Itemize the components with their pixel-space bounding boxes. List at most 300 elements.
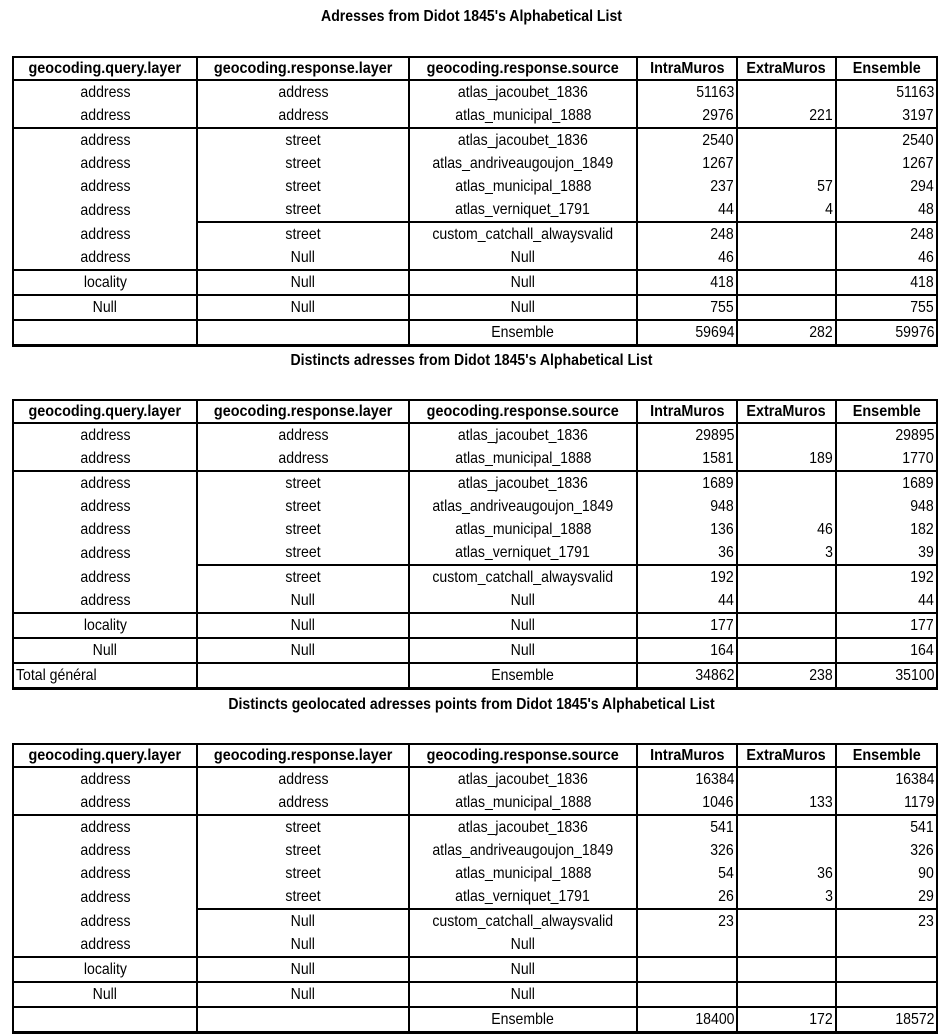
cell-value: 192	[710, 569, 734, 586]
cell-query-layer	[13, 495, 197, 518]
cell-extramuros	[737, 839, 836, 862]
cell-value: Null	[290, 249, 316, 266]
column-header-label: geocoding.response.source	[426, 60, 620, 77]
table-row	[13, 246, 937, 270]
cell-response-layer	[197, 198, 409, 222]
cell-value: address	[79, 544, 131, 562]
cell-extramuros	[737, 175, 836, 198]
data-table	[12, 399, 938, 690]
cell-ensemble	[836, 541, 937, 565]
cell-extramuros	[737, 663, 836, 689]
cell-intramuros	[637, 565, 737, 589]
column-header-label: geocoding.query.layer	[28, 747, 182, 764]
cell-response-layer	[197, 495, 409, 518]
cell-query-layer	[13, 541, 197, 565]
cell-extramuros	[737, 128, 836, 152]
total-row	[13, 320, 937, 346]
table-row	[13, 862, 937, 885]
cell-value: atlas_jacoubet_1836	[458, 427, 588, 444]
cell-value: locality	[83, 617, 127, 634]
cell-response-source	[409, 175, 637, 198]
cell-value: 46	[817, 521, 833, 538]
cell-response-source	[409, 767, 637, 791]
cell-value: 46	[718, 249, 734, 266]
table-row	[13, 152, 937, 175]
cell-value: 164	[710, 642, 734, 659]
cell-extramuros	[737, 471, 836, 495]
cell-value: Null	[510, 642, 536, 659]
cell-value: street	[285, 498, 321, 515]
cell-value: address	[79, 201, 131, 219]
cell-response-layer	[197, 909, 409, 933]
cell-ensemble	[836, 198, 937, 222]
cell-response-source	[409, 447, 637, 471]
cell-response-layer	[197, 663, 409, 689]
cell-value: street	[285, 201, 321, 218]
table-row	[13, 957, 937, 982]
cell-query-layer	[13, 663, 197, 689]
cell-value: 36	[817, 865, 833, 882]
column-header-query-layer	[13, 400, 197, 423]
cell-query-layer	[13, 589, 197, 613]
cell-response-layer	[197, 518, 409, 541]
cell-value: 59694	[694, 324, 734, 341]
cell-response-layer	[197, 423, 409, 447]
cell-intramuros	[637, 152, 737, 175]
cell-intramuros	[637, 791, 737, 815]
cell-value: atlas_andriveaugoujon_1849	[432, 155, 614, 172]
cell-value: Null	[92, 986, 118, 1003]
cell-extramuros	[737, 198, 836, 222]
cell-ensemble	[836, 663, 937, 689]
cell-query-layer	[13, 152, 197, 175]
cell-value: 16384	[694, 771, 734, 788]
cell-value: address	[79, 794, 131, 811]
cell-value: 541	[910, 819, 934, 836]
cell-value: locality	[83, 961, 127, 978]
cell-intramuros	[637, 270, 737, 295]
cell-ensemble	[836, 815, 937, 839]
cell-intramuros	[637, 862, 737, 885]
cell-intramuros	[637, 541, 737, 565]
cell-value: Null	[290, 274, 316, 291]
cell-query-layer	[13, 862, 197, 885]
table-title: Adresses from Didot 1845's Alphabetical List	[321, 8, 622, 25]
cell-query-layer	[13, 518, 197, 541]
cell-response-layer	[197, 222, 409, 246]
cell-intramuros	[637, 767, 737, 791]
column-header-label: IntraMuros	[649, 403, 725, 420]
cell-ensemble	[836, 589, 937, 613]
cell-intramuros	[637, 175, 737, 198]
cell-response-layer	[197, 565, 409, 589]
table-row	[13, 128, 937, 152]
cell-value: 46	[918, 249, 934, 266]
cell-value: atlas_jacoubet_1836	[458, 84, 588, 101]
cell-ensemble	[836, 982, 937, 1007]
cell-value: address	[79, 592, 131, 609]
total-row	[13, 1007, 937, 1033]
cell-response-layer	[197, 295, 409, 320]
cell-value: 3197	[902, 107, 934, 124]
cell-response-layer	[197, 589, 409, 613]
cell-value: 36	[718, 544, 734, 561]
cell-intramuros	[637, 638, 737, 663]
cell-intramuros	[637, 933, 737, 957]
cell-query-layer	[13, 320, 197, 346]
cell-extramuros	[737, 495, 836, 518]
cell-value: Ensemble	[491, 667, 555, 684]
cell-value: 1267	[702, 155, 734, 172]
cell-value: 172	[809, 1011, 833, 1028]
cell-value: 418	[710, 274, 734, 291]
column-header-label: ExtraMuros	[746, 747, 827, 764]
cell-ensemble	[836, 791, 937, 815]
cell-value: street	[285, 544, 321, 561]
cell-response-source	[409, 885, 637, 909]
cell-value: 35100	[894, 667, 934, 684]
table-row	[13, 815, 937, 839]
cell-value: 136	[710, 521, 734, 538]
cell-value: 248	[710, 226, 734, 243]
cell-response-layer	[197, 246, 409, 270]
column-header-response-layer	[197, 744, 409, 767]
cell-query-layer	[13, 909, 197, 933]
cell-value: address	[79, 249, 131, 266]
table-row	[13, 471, 937, 495]
cell-intramuros	[637, 246, 737, 270]
table-row	[13, 518, 937, 541]
cell-value: 326	[910, 842, 934, 859]
cell-value: address	[79, 888, 131, 906]
cell-ensemble	[836, 933, 937, 957]
cell-value: 51163	[695, 84, 734, 101]
cell-intramuros	[637, 982, 737, 1007]
cell-value: 177	[710, 617, 734, 634]
cell-value: 248	[910, 226, 934, 243]
cell-response-layer	[197, 933, 409, 957]
cell-response-layer	[197, 270, 409, 295]
column-header-extramuros	[737, 744, 836, 767]
table-row	[13, 423, 937, 447]
cell-value: 4	[825, 201, 833, 218]
cell-query-layer	[13, 198, 197, 222]
cell-response-source	[409, 270, 637, 295]
cell-intramuros	[637, 295, 737, 320]
cell-response-source	[409, 104, 637, 128]
cell-response-source	[409, 909, 637, 933]
cell-response-layer	[197, 471, 409, 495]
cell-response-source	[409, 423, 637, 447]
cell-intramuros	[637, 957, 737, 982]
cell-query-layer	[13, 447, 197, 471]
cell-value: address	[79, 842, 131, 859]
data-table	[12, 56, 938, 347]
column-header-label: geocoding.query.layer	[28, 403, 182, 420]
cell-response-source	[409, 295, 637, 320]
cell-ensemble	[836, 565, 937, 589]
cell-value: address	[79, 155, 131, 172]
cell-value: street	[285, 569, 321, 586]
cell-response-source	[409, 613, 637, 638]
column-header-intramuros	[637, 400, 737, 423]
cell-extramuros	[737, 320, 836, 346]
cell-value: 221	[809, 107, 833, 124]
cell-response-layer	[197, 815, 409, 839]
column-header-label: geocoding.response.source	[426, 747, 620, 764]
cell-value: atlas_verniquet_1791	[455, 544, 591, 561]
table-row	[13, 933, 937, 957]
cell-value: atlas_municipal_1888	[454, 450, 592, 467]
column-header-intramuros	[637, 744, 737, 767]
cell-value: atlas_municipal_1888	[454, 107, 592, 124]
cell-extramuros	[737, 982, 836, 1007]
cell-value: Ensemble	[491, 1011, 555, 1028]
cell-value: address	[79, 107, 131, 124]
cell-response-source	[409, 862, 637, 885]
cell-extramuros	[737, 815, 836, 839]
cell-value: 237	[710, 178, 734, 195]
cell-value: Null	[510, 249, 536, 266]
cell-value: 755	[710, 299, 734, 316]
cell-extramuros	[737, 518, 836, 541]
cell-response-layer	[197, 957, 409, 982]
cell-query-layer	[13, 957, 197, 982]
cell-value: 2976	[702, 107, 734, 124]
cell-response-source	[409, 982, 637, 1007]
cell-value: 29	[918, 888, 934, 905]
cell-value: 48	[918, 201, 934, 218]
table-row	[13, 104, 937, 128]
table-row	[13, 447, 937, 471]
table-row	[13, 885, 937, 909]
cell-value: 182	[910, 521, 934, 538]
cell-extramuros	[737, 791, 836, 815]
cell-value: street	[285, 155, 321, 172]
cell-response-layer	[197, 541, 409, 565]
cell-value: 1689	[902, 475, 934, 492]
cell-response-layer	[197, 638, 409, 663]
cell-query-layer	[13, 104, 197, 128]
cell-value: address	[79, 475, 131, 492]
cell-extramuros	[737, 613, 836, 638]
cell-ensemble	[836, 295, 937, 320]
cell-ensemble	[836, 839, 937, 862]
cell-ensemble	[836, 613, 937, 638]
table-row	[13, 270, 937, 295]
cell-intramuros	[637, 613, 737, 638]
cell-ensemble	[836, 222, 937, 246]
table-row	[13, 80, 937, 104]
cell-ensemble	[836, 909, 937, 933]
cell-ensemble	[836, 1007, 937, 1033]
column-header-ensemble	[836, 400, 937, 423]
cell-value: 418	[910, 274, 934, 291]
cell-intramuros	[637, 80, 737, 104]
cell-value: address	[277, 107, 329, 124]
cell-value: atlas_jacoubet_1836	[458, 132, 588, 149]
cell-value: 2540	[702, 132, 734, 149]
cell-value: 755	[910, 299, 934, 316]
cell-value: address	[79, 498, 131, 515]
cell-value: street	[285, 842, 321, 859]
cell-response-source	[409, 152, 637, 175]
cell-ensemble	[836, 957, 937, 982]
cell-ensemble	[836, 767, 937, 791]
cell-query-layer	[13, 565, 197, 589]
cell-value: street	[285, 178, 321, 195]
cell-intramuros	[637, 471, 737, 495]
cell-response-source	[409, 1007, 637, 1033]
cell-response-layer	[197, 128, 409, 152]
column-header-label: ExtraMuros	[746, 403, 827, 420]
cell-ensemble	[836, 320, 937, 346]
cell-value: 3	[825, 544, 833, 561]
cell-value: 541	[710, 819, 734, 836]
cell-ensemble	[836, 175, 937, 198]
cell-extramuros	[737, 152, 836, 175]
cell-value: 177	[910, 617, 934, 634]
cell-intramuros	[637, 320, 737, 346]
cell-ensemble	[836, 104, 937, 128]
cell-value: street	[285, 475, 321, 492]
cell-ensemble	[836, 518, 937, 541]
cell-value: 948	[710, 498, 734, 515]
cell-value: 1689	[702, 475, 734, 492]
cell-value: street	[285, 819, 321, 836]
cell-value: address	[79, 568, 131, 586]
cell-ensemble	[836, 80, 937, 104]
cell-extramuros	[737, 222, 836, 246]
cell-value: 326	[710, 842, 734, 859]
cell-value: 39	[918, 544, 934, 561]
cell-value: custom_catchall_alwaysvalid	[432, 226, 614, 243]
cell-value: atlas_jacoubet_1836	[458, 771, 588, 788]
cell-value: Null	[510, 299, 536, 316]
column-header-label: Ensemble	[852, 403, 921, 420]
cell-query-layer	[13, 815, 197, 839]
cell-query-layer	[13, 933, 197, 957]
cell-value: 90	[918, 865, 934, 882]
cell-extramuros	[737, 589, 836, 613]
cell-value: atlas_municipal_1888	[454, 178, 592, 195]
table-row	[13, 175, 937, 198]
cell-value: address	[79, 771, 131, 788]
cell-value: Null	[92, 642, 118, 659]
cell-ensemble	[836, 270, 937, 295]
cell-value: Null	[290, 592, 316, 609]
cell-value: 2540	[902, 132, 934, 149]
cell-value: Null	[510, 617, 536, 634]
cell-intramuros	[637, 589, 737, 613]
column-header-response-source	[409, 400, 637, 423]
cell-value: 26	[718, 888, 734, 905]
cell-value: Null	[510, 592, 536, 609]
cell-response-source	[409, 80, 637, 104]
cell-value: street	[285, 132, 321, 149]
cell-extramuros	[737, 295, 836, 320]
table-row	[13, 767, 937, 791]
cell-query-layer	[13, 295, 197, 320]
cell-response-source	[409, 791, 637, 815]
table-row	[13, 222, 937, 246]
cell-extramuros	[737, 104, 836, 128]
cell-ensemble	[836, 246, 937, 270]
cell-extramuros	[737, 885, 836, 909]
cell-value: custom_catchall_alwaysvalid	[432, 913, 614, 930]
column-header-label: geocoding.response.layer	[213, 403, 393, 420]
cell-value: atlas_jacoubet_1836	[458, 475, 588, 492]
cell-response-layer	[197, 839, 409, 862]
cell-response-source	[409, 518, 637, 541]
cell-value: atlas_verniquet_1791	[455, 888, 591, 905]
cell-response-source	[409, 957, 637, 982]
table-title: Distincts adresses from Didot 1845's Alphabetical List	[290, 352, 653, 369]
cell-extramuros	[737, 565, 836, 589]
cell-value: 29895	[694, 427, 734, 444]
cell-query-layer	[13, 638, 197, 663]
cell-query-layer	[13, 80, 197, 104]
table-row	[13, 613, 937, 638]
cell-ensemble	[836, 495, 937, 518]
total-row	[13, 663, 937, 689]
cell-extramuros	[737, 80, 836, 104]
cell-intramuros	[637, 663, 737, 689]
cell-extramuros	[737, 862, 836, 885]
column-header-intramuros	[637, 57, 737, 80]
column-header-response-source	[409, 57, 637, 80]
cell-response-source	[409, 815, 637, 839]
cell-value: 54	[718, 865, 734, 882]
cell-value: Null	[290, 986, 316, 1003]
cell-value: 1179	[903, 794, 934, 811]
cell-value: address	[277, 427, 329, 444]
cell-response-source	[409, 933, 637, 957]
cell-value: 1267	[902, 155, 934, 172]
cell-intramuros	[637, 104, 737, 128]
column-header-label: IntraMuros	[649, 747, 725, 764]
cell-response-layer	[197, 982, 409, 1007]
cell-query-layer	[13, 246, 197, 270]
cell-value: Null	[290, 936, 316, 953]
cell-response-layer	[197, 791, 409, 815]
column-header-ensemble	[836, 57, 937, 80]
cell-query-layer	[13, 270, 197, 295]
cell-response-source	[409, 638, 637, 663]
cell-intramuros	[637, 518, 737, 541]
cell-value: address	[79, 865, 131, 882]
cell-value: 51163	[895, 84, 934, 101]
cell-response-source	[409, 663, 637, 689]
cell-value: 133	[809, 794, 833, 811]
column-header-extramuros	[737, 57, 836, 80]
cell-value: atlas_andriveaugoujon_1849	[432, 842, 614, 859]
cell-intramuros	[637, 815, 737, 839]
cell-extramuros	[737, 541, 836, 565]
cell-ensemble	[836, 128, 937, 152]
cell-intramuros	[637, 885, 737, 909]
cell-query-layer	[13, 175, 197, 198]
cell-ensemble	[836, 152, 937, 175]
cell-value: address	[79, 450, 131, 467]
column-header-response-layer	[197, 400, 409, 423]
data-table	[12, 743, 938, 1034]
cell-value: 29895	[894, 427, 934, 444]
cell-ensemble	[836, 447, 937, 471]
cell-response-source	[409, 320, 637, 346]
column-header-label: ExtraMuros	[746, 60, 827, 77]
table-row	[13, 495, 937, 518]
